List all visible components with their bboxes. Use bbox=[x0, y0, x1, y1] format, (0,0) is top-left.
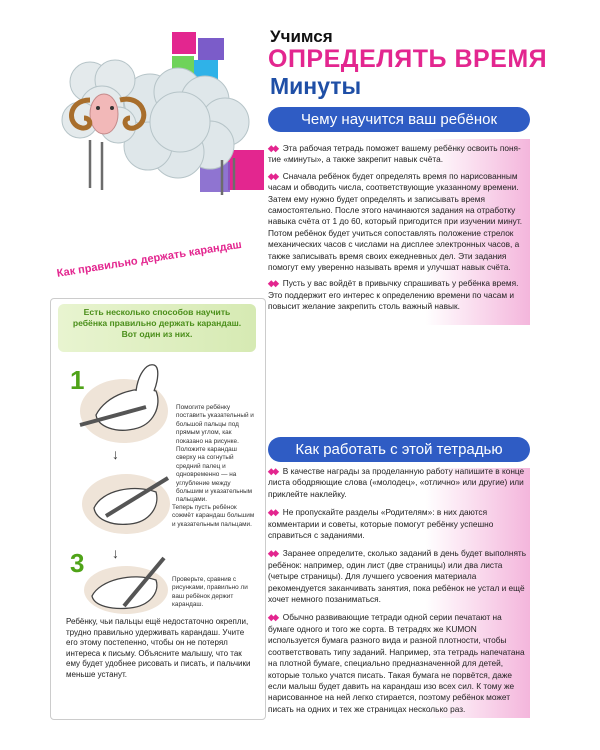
bullet-icon: ◆◆ bbox=[268, 278, 277, 289]
section-body bbox=[268, 466, 530, 715]
step-note: Проверьте, сравнив с рисунками, правильно ли ваш ребёнок держит карандаш. bbox=[172, 576, 248, 609]
bullet-icon: ◆◆ bbox=[268, 548, 277, 559]
hand-pencil-illustration bbox=[76, 462, 171, 542]
section-body bbox=[268, 143, 530, 313]
step-number: 3 bbox=[70, 548, 85, 578]
bullet-icon: ◆◆ bbox=[268, 612, 277, 623]
section-heading: Чему научится ваш ребёнок bbox=[268, 107, 530, 132]
color-square bbox=[198, 38, 224, 60]
arrow-down-icon: ↓ bbox=[112, 545, 119, 561]
step-note: Помогите ребёнку поставить указательный и большой пальцы под прямым углом, как показано на рисунке. Положите карандаш сверху на согнутый средний палец и одновременно — на углубление между большим и указательным пальцами. bbox=[176, 404, 254, 504]
paragraph: ◆◆ Заранее определите, сколько заданий в день будет выполнять ребёнок: например, один лист (две страницы) или два листа (четыре страницы). Для лучшего усвоения материала рекомендуется заканчивать занятия, пока ребёнок не устал и ещё хочет немного позаниматься. bbox=[268, 548, 527, 605]
bullet-icon: ◆◆ bbox=[268, 466, 277, 476]
paragraph: ◆◆ В качестве награды за проделанную работу напишите в конце листа ободряющие слова («молодец», «отлично» или другие) или приклейте наклейку. bbox=[268, 466, 525, 499]
bullet-icon: ◆◆ bbox=[268, 507, 277, 518]
bullet-icon: ◆◆ bbox=[268, 143, 277, 153]
page-subtitle: Минуты bbox=[270, 73, 362, 99]
page-kicker: Учимся bbox=[270, 27, 333, 46]
bullet-icon: ◆◆ bbox=[268, 170, 277, 181]
color-square bbox=[172, 32, 196, 54]
hand-pencil-illustration bbox=[76, 355, 171, 445]
step-number: 1 bbox=[70, 365, 85, 395]
paragraph: ◆◆ Эта рабочая тетрадь поможет вашему ребёнку освоить понятие «минуты», а также закрепит навык счёта. bbox=[268, 143, 521, 165]
paragraph: ◆◆ Не пропускайте разделы «Родителям»: в них даются комментарии и советы, которые помогут ребёнку успешно справиться с заданиями. bbox=[268, 507, 494, 541]
paragraph: ◆◆ Пусть у вас войдёт в привычку спрашивать у ребёнка время. Это поддержит его интерес к определению времени по часам и повысит желание закрепить столь важный навык. bbox=[268, 278, 519, 312]
sidebar-intro: Есть несколько способов научить ребёнка правильно держать карандаш. Вот один из них. bbox=[72, 307, 242, 340]
step-note: Теперь пусть ребёнок сожмёт карандаш большим и указательным пальцами. bbox=[172, 504, 255, 528]
page-title: ОПРЕДЕЛЯТЬ ВРЕМЯ bbox=[268, 45, 548, 73]
sidebar-title: Как правильно держать карандаш bbox=[56, 238, 243, 280]
sidebar-footer-text: Ребёнку, чьи пальцы ещё недостаточно окрепли, трудно правильно удерживать карандаш. Учите его этому постепенно, чтобы он не потерял интереса к письму. Объясните малышу, что так ему будет удобнее рисовать и писать, и пальчики меньше устанут. bbox=[66, 617, 251, 679]
hand-pencil-illustration bbox=[78, 556, 173, 614]
paragraph: ◆◆ Обычно развивающие тетради одной серии печатают на бумаге одного и того же сорта. В тетрадях же KUMON используется бумага разного вида и разной плотности, чтобы соответствовать типу заданий. Например, эта тетрадь напечатана на плотной бумаге, специально предназначенной для детей, которые только учатся писать. Такая бумага не порвётся, даже если малыш будет давить на карандаш изо всех сил. К тому же нарисованное на ней легко стирается, поэтому ребёнок может писать на одних и тех же страницах несколько раз. bbox=[268, 612, 525, 714]
arrow-down-icon: ↓ bbox=[112, 446, 119, 462]
paragraph: ◆◆ Сначала ребёнок будет определять время по нарисованным часам и обводить числа, соответствующие указанному времени. Затем ему нужно будет определять и записывать время самостоятельно. После этого начинаются задания на отработку навыка счёта от 1 до 60, который пригодится при изучении минут. Потом ребёнок будет учиться сопоставлять положение стрелок механических часов с числами на дисплее электронных часов, а также записывать время своих ежедневных дел. Эти задания помогут ему уверенно называть время и улучшат навык счёта. bbox=[268, 170, 523, 273]
section-heading: Как работать с этой тетрадью bbox=[268, 437, 530, 462]
ram-illustration bbox=[60, 30, 265, 205]
